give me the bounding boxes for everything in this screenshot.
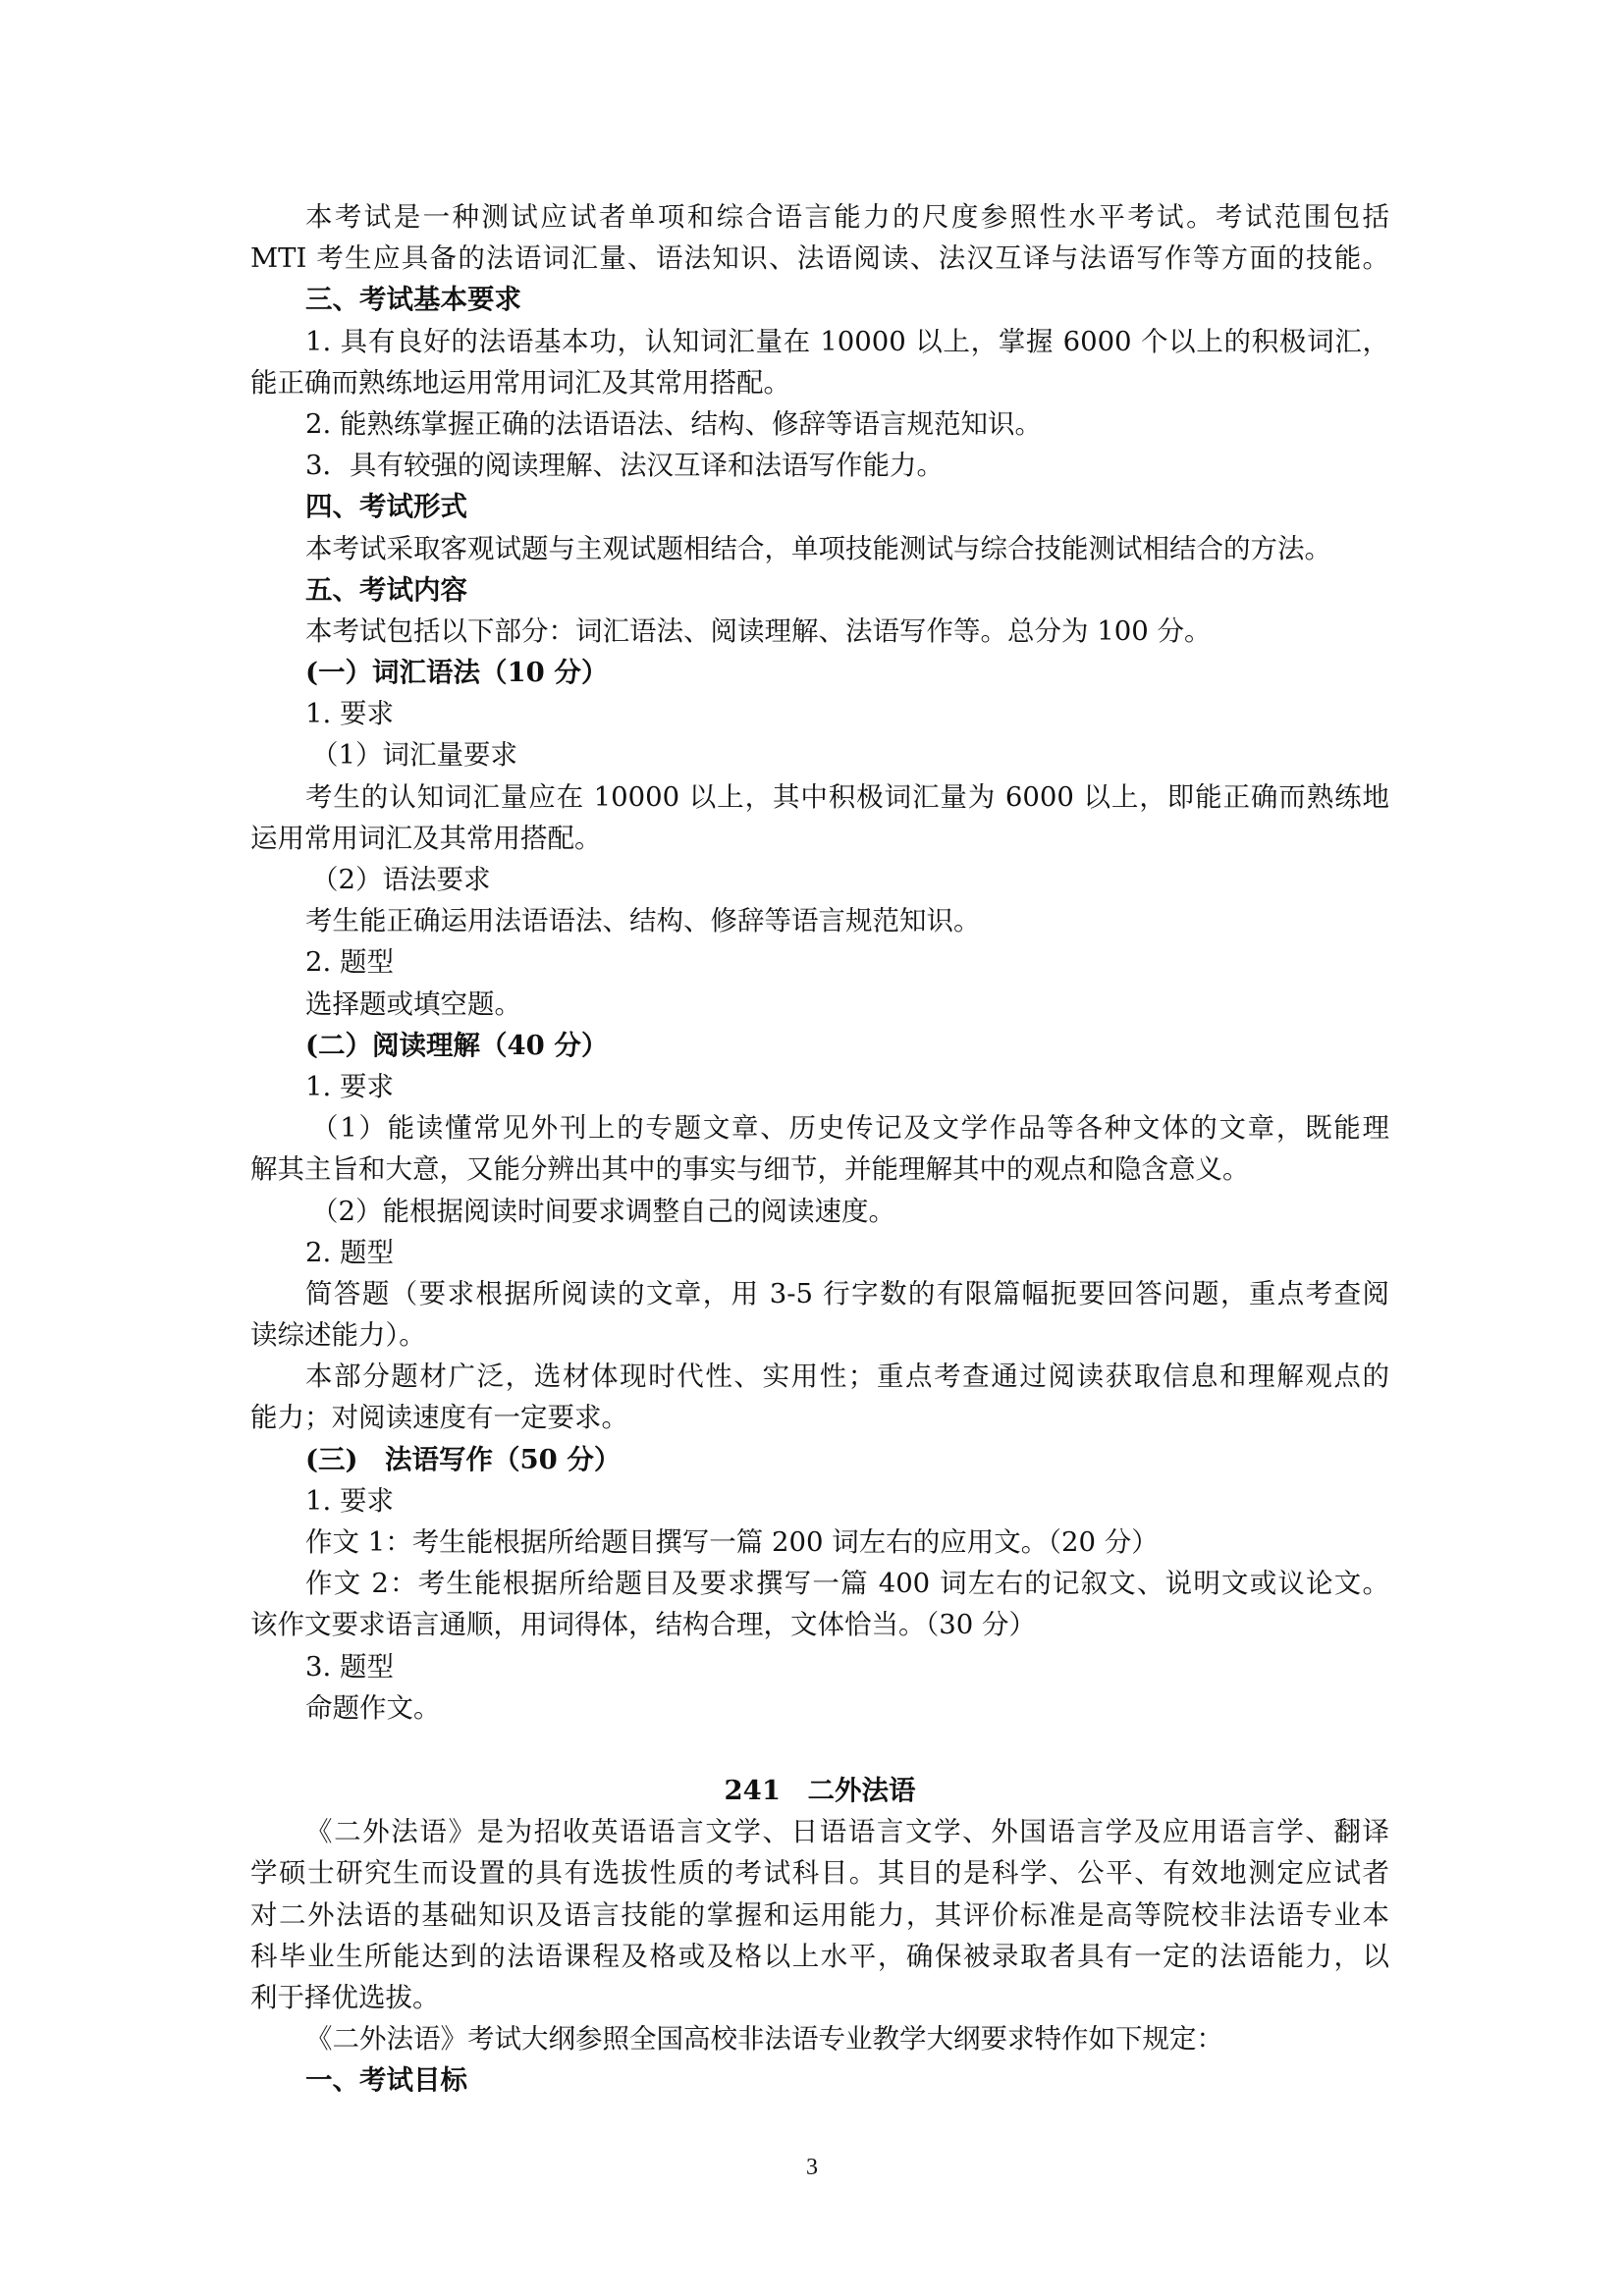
section-heading: 五、考试内容 (305, 573, 467, 606)
text-line: 3. 题型 (305, 1650, 394, 1682)
text-line: 读综述能力）。 (250, 1319, 426, 1352)
text-line: 解其主旨和大意，又能分辨出其中的事实与细节，并能理解其中的观点和隐含意义。 (250, 1153, 1250, 1186)
text-line: 科毕业生所能达到的法语课程及格或及格以上水平，确保被录取者具有一定的法语能力，以 (250, 1940, 1389, 1972)
text-line: 本考试包括以下部分：词汇语法、阅读理解、法语写作等。总分为 100 分。 (305, 614, 1212, 647)
section-heading: (一）词汇语法（10 分） (305, 657, 609, 689)
text-line: 作文 1：考生能根据所给题目撰写一篇 200 词左右的应用文。（20 分） (305, 1526, 1159, 1558)
text-line: 本考试采取客观试题与主观试题相结合，单项技能测试与综合技能测试相结合的方法。 (305, 532, 1331, 564)
text-line: 2. 题型 (305, 1236, 394, 1268)
text-line: 考生的认知词汇量应在 10000 以上，其中积极词汇量为 6000 以上，即能正确而熟练地 (305, 780, 1389, 813)
page-content (250, 196, 1389, 2101)
section-heading: (二）阅读理解（40 分） (305, 1029, 609, 1061)
text-line: 1. 要求 (305, 698, 394, 730)
section-title-second-foreign-french: 241 二外法语 (724, 1774, 916, 1806)
page-number: 3 (806, 2155, 818, 2180)
syllabus-section-241-intro (250, 1811, 1389, 2101)
text-line: （1）词汇量要求 (311, 739, 517, 772)
syllabus-section-french-mti (250, 196, 1389, 1729)
text-line: 作文 2：考生能根据所给题目及要求撰写一篇 400 词左右的记叙文、说明文或议论文。 (305, 1568, 1389, 1600)
section-heading: 四、考试形式 (305, 491, 467, 523)
text-line: 简答题（要求根据所阅读的文章，用 3-5 行字数的有限篇幅扼要回答问题，重点考查阅 (305, 1277, 1389, 1309)
text-line: 本部分题材广泛，选材体现时代性、实用性；重点考查通过阅读获取信息和理解观点的 (305, 1361, 1389, 1393)
text-line: 3．具有较强的阅读理解、法汉互译和法语写作能力。 (305, 450, 944, 482)
text-line: 命题作文。 (305, 1691, 441, 1724)
text-line: 对二外法语的基础知识及语言技能的掌握和运用能力，其评价标准是高等院校非法语专业本 (250, 1898, 1389, 1931)
text-line: 《二外法语》是为招收英语语言文学、日语语言文学、外国语言学及应用语言学、翻译 (305, 1816, 1389, 1848)
text-line: 《二外法语》考试大纲参照全国高校非法语专业教学大纲要求特作如下规定： (305, 2023, 1223, 2056)
text-line: 选择题或填空题。 (305, 988, 521, 1020)
text-line: 1. 要求 (305, 1070, 394, 1102)
text-line: 学硕士研究生而设置的具有选拔性质的考试科目。其目的是科学、公平、有效地测定应试者 (250, 1857, 1389, 1890)
text-line: 能正确而熟练地运用常用词汇及其常用搭配。 (250, 366, 790, 399)
text-line: 2. 题型 (305, 946, 394, 979)
text-line: （1）能读懂常见外刊上的专题文章、历史传记及文学作品等各种文体的文章，既能理 (311, 1112, 1389, 1145)
text-line: 能力；对阅读速度有一定要求。 (250, 1402, 628, 1434)
text-line: 2. 能熟练掌握正确的法语语法、结构、修辞等语言规范知识。 (305, 407, 1042, 440)
text-line: 1. 要求 (305, 1484, 394, 1517)
text-line: 考生能正确运用法语语法、结构、修辞等语言规范知识。 (305, 905, 981, 937)
text-line: （2）能根据阅读时间要求调整自己的阅读速度。 (311, 1195, 895, 1227)
text-line: 1. 具有良好的法语基本功，认知词汇量在 10000 以上，掌握 6000 个以上的积极词汇， (305, 325, 1389, 357)
text-line: 该作文要求语言通顺，用词得体，结构合理，文体恰当。（30 分） (250, 1609, 1036, 1641)
text-line: 利于择优选拔。 (250, 1981, 440, 2013)
text-line: 本考试是一种测试应试者单项和综合语言能力的尺度参照性水平考试。考试范围包括 (305, 201, 1389, 233)
text-line: MTI 考生应具备的法语词汇量、语法知识、法语阅读、法汉互译与法语写作等方面的技能。 (250, 242, 1389, 275)
text-line: （2）语法要求 (311, 864, 491, 895)
section-heading: (三) 法语写作（50 分） (305, 1443, 622, 1475)
text-line: 运用常用词汇及其常用搭配。 (250, 822, 602, 854)
section-heading: 一、考试目标 (305, 2064, 467, 2097)
section-heading: 三、考试基本要求 (305, 284, 521, 316)
